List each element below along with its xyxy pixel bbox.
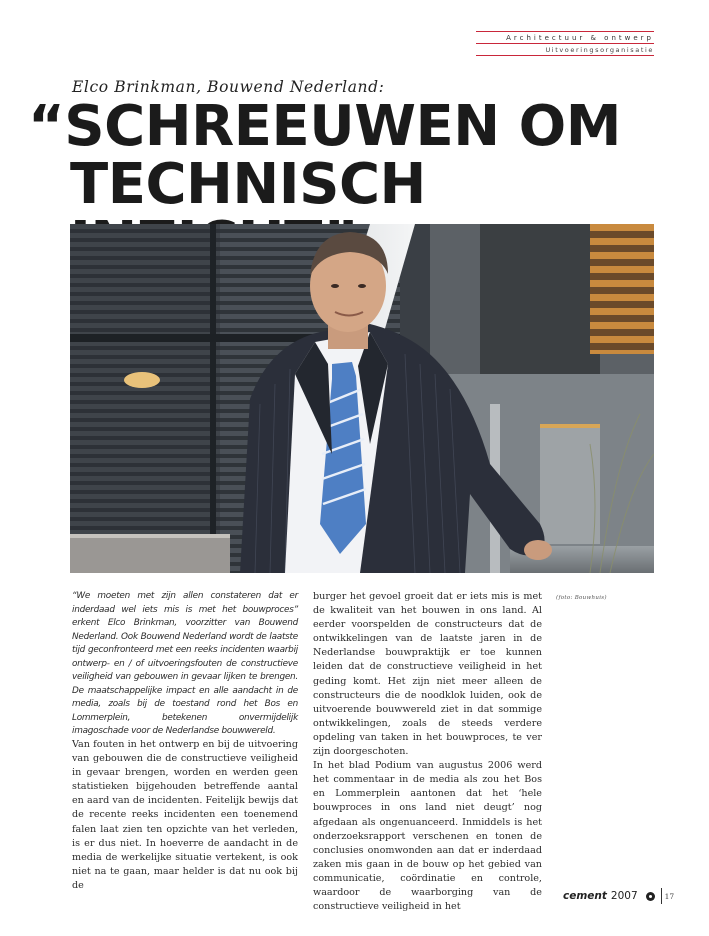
photo-credit: (foto: Bouwhuis) <box>556 595 607 601</box>
magazine-year: 2007 <box>610 890 638 902</box>
section-rule-top <box>476 31 654 32</box>
article-body-column-2 <box>313 590 542 914</box>
cement-logo-icon <box>646 892 655 901</box>
headline-line-2: TECHNISCH <box>70 152 426 217</box>
section-rule-middle <box>476 43 654 44</box>
section-subcategory: Uitvoeringsorganisatie <box>545 46 654 54</box>
article-intro: “We moeten met zijn allen constateren dat er inderdaad wel iets mis is met het bouwproces” erkent Elco Brinkman, voorzitter van Bouwend Nederland. Ook Bouwend Nederland wordt de laatste tijd geconfronteerd met een reeks incidenten waarbij ontwerp- en / of uitvoeringsfouten de constructieve veiligheid van gebouwen in gevaar lijken te brengen. De maatschappelijke impact en alle aandacht in de media, zoals bij de toestand rond het Bos en Lommerplein, betekenen onvermijdelijk imagoschade voor de Nederlandse bouwwereld. <box>72 591 298 736</box>
page-number: 17 <box>664 891 675 901</box>
article-body-column-1: Van fouten in het ontwerp en bij de uitvoering van gebouwen die de constructieve veiligheid in gevaar brengen, worden en werden geen statistieken bijgehouden betreffende aantal en aard van de incidenten. Feitelijk bewijs dat de recente reeks incidenten een toenemend falen laat zien ten opzichte van het verleden, is er dus niet. In hoeverre de aandacht in de media de werkelijke situatie vertekent, is ook niet na te gaan, maar helder is dat nu ook bij de <box>72 739 298 891</box>
headline-line-1: “SCHREEUWEN OM <box>28 94 621 159</box>
body-paragraph-2: In het blad Podium van augustus 2006 werd het commentaar in de media als zou het Bos en Lommerplein aantonen dat het ‘hele bouwproces in ons land niet deugt’ nog afgedaan als ongenuanceerd. Inmiddels is het onderzoeksrapport verschenen en tonen de conclusies onomwonden aan dat er inderdaad zaken mis gaan in de bouw op het gebied van communicatie, coördinatie en controle, waardoor de waarborging van de constructieve veiligheid in het <box>313 760 542 913</box>
body-paragraph-1: burger het gevoel groeit dat er iets mis is met de kwaliteit van het bouwen in ons land. Al eerder voorspelden de constructeurs dat de ontwikkelingen van de laatste jaren in de Nederlandse bouwpraktijk er toe kunnen leiden dat de constructieve veiligheid in het geding komt. Het zijn niet meer alleen de constructeurs die de noodklok luiden, ook de uitvoerende bouwwereld ziet in dat sommige ontwikkelingen, zoals de steeds verdere opdeling van taken in het bouwproces, te ver zijn doorgeschoten. <box>313 591 542 758</box>
section-rule-bottom <box>476 55 654 56</box>
article-byline: Elco Brinkman, Bouwend Nederland: <box>72 78 385 96</box>
portrait-photo <box>70 224 654 573</box>
page-footer <box>563 888 674 904</box>
magazine-brand: cement <box>563 890 607 902</box>
footer-divider <box>661 888 662 904</box>
section-category: Architectuur & ontwerp <box>506 34 654 42</box>
